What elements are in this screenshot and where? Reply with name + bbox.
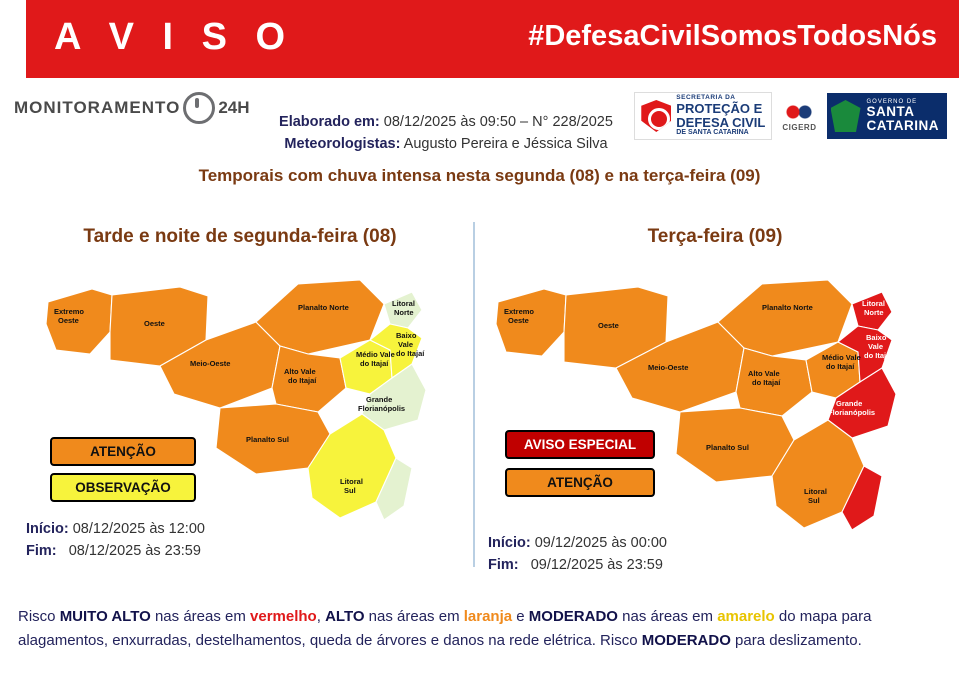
shield-icon [641,100,671,132]
end-value-monday: 08/12/2025 às 23:59 [68,543,201,560]
start-label-monday: Início: [26,521,69,537]
map-label-meio-oeste-t: Meio-Oeste [648,363,689,372]
map-label-litoral-sul-2: Sul [344,486,356,495]
page-header [0,0,959,78]
end-label-monday: Fim: [26,543,57,560]
state-line1: GOVERNO DE [866,98,918,105]
map-label-litoral-sul: Litoral [340,477,363,486]
map-label-extremo-oeste-t2: Oeste [508,316,529,325]
map-label-baixo-vale-3: do Itajaí [396,349,425,358]
start-value-monday: 08/12/2025 às 12:00 [72,521,205,537]
risk-description [18,605,943,653]
map-label-planalto-sul-t: Planalto Sul [706,443,749,452]
legend-attention-monday: ATENÇÃO [50,437,196,466]
panel-title-right: Terça-feira (09) [647,226,783,247]
end-label-tuesday: Fim: [488,557,519,574]
map-label-grande-floripa-2: Florianópolis [358,404,406,413]
legend-special-tuesday: AVISO ESPECIAL [505,430,655,459]
map-label-medio-vale-2: do Itajaí [360,359,389,368]
map-label-meio-oeste: Meio-Oeste [190,359,231,368]
map-label-litoral-norte-t: Litoral [862,299,885,308]
footer-b1: MUITO ALTO [59,608,151,625]
civil-defense-line3: DEFESA CIVIL [676,114,766,130]
monitoring-badge [14,92,250,124]
panel-divider [473,222,475,567]
issue-info [236,112,656,156]
map-label-grande-floripa-t: Grande [836,399,863,408]
map-label-alto-vale-2: do Itajaí [288,376,317,385]
map-monday-svg [40,262,450,552]
map-label-extremo-oeste-2: Oeste [58,316,79,325]
map-label-alto-vale-t2: do Itajaí [752,378,781,387]
civil-defense-logo [634,92,772,140]
civil-defense-line1: SECRETARIA DA [676,94,736,102]
footer-b3: MODERADO [528,608,618,625]
map-label-litoral-norte: Litoral [392,299,415,308]
monitoring-label: MONITORAMENTO [14,98,181,117]
map-tuesday-svg [490,262,930,562]
footer-b4: MODERADO [641,632,731,649]
cigerd-mark-icon [784,101,814,123]
civil-defense-line4: DE SANTA CATARINA [676,129,749,137]
map-label-planalto-norte: Planalto Norte [298,303,349,312]
civil-defense-line2: PROTEÇÃO E [676,101,763,117]
footer-c2: laranja [463,608,513,625]
times-monday [26,518,205,563]
footer-c1: vermelho [250,608,317,625]
map-label-medio-vale: Médio Vale [356,350,395,359]
times-tuesday [488,532,667,577]
map-label-baixo-vale-t: Baixo [866,333,887,342]
footer-t2: nas áreas em [150,608,251,625]
legend-attention-tuesday: ATENÇÃO [505,468,655,497]
end-value-tuesday: 09/12/2025 às 23:59 [530,557,663,574]
map-label-litoral-norte-t2: Norte [864,308,884,317]
footer-t7: do mapa para alagamentos, enxurradas, destelhamentos, queda de árvores e danos na rede elétrica. Risco [18,608,872,649]
meteorologists-value: Augusto Pereira e Jéssica Silva [403,135,608,152]
region-extremo-oeste [46,289,112,354]
legend-observation-monday: OBSERVAÇÃO [50,473,196,502]
state-line3: CATARINA [866,118,939,134]
map-label-medio-vale-t2: do Itajaí [826,362,855,371]
map-label-baixo-vale-2: Vale [398,340,414,349]
footer-b2: ALTO [325,608,365,625]
map-label-litoral-sul-t: Litoral [804,487,827,496]
elaborated-label: Elaborado em: [279,114,380,130]
state-line2: SANTA [866,103,915,119]
map-label-extremo-oeste-t: Extremo [504,307,535,316]
map-label-baixo-vale: Baixo [396,331,417,340]
map-label-alto-vale-t: Alto Vale [748,369,780,378]
map-label-baixo-vale-t2: Vale [868,342,884,351]
map-label-grande-floripa: Grande [366,395,393,404]
region-extremo-oeste-t [496,289,566,356]
map-tuesday [490,262,930,562]
footer-t6: nas áreas em [617,608,718,625]
map-label-baixo-vale-t3: do Itajaí [864,351,893,360]
cigerd-logo [778,95,820,137]
footer-c3: amarelo [717,608,775,625]
map-label-oeste: Oeste [144,319,165,328]
cigerd-label: CIGERD [782,122,817,132]
footer-t3: , [316,608,326,625]
map-label-planalto-sul: Planalto Sul [246,435,289,444]
map-label-alto-vale: Alto Vale [284,367,316,376]
footer-t8: para deslizamento. [730,632,862,649]
map-label-oeste-t: Oeste [598,321,619,330]
map-label-litoral-norte-2: Norte [394,308,414,317]
map-label-planalto-norte-t: Planalto Norte [762,303,813,312]
clock-icon [183,92,215,124]
alert-subtitle: Temporais com chuva intensa nesta segunda (08) e na terça-feira (09) [198,166,761,185]
start-label-tuesday: Início: [488,535,531,551]
header-underline [0,78,959,82]
map-monday [40,262,450,552]
panel-title-left: Tarde e noite de segunda-feira (08) [83,226,397,247]
map-label-litoral-sul-t2: Sul [808,496,820,505]
campaign-hashtag: #DefesaCivilSomosTodosNós [528,20,937,52]
state-government-logo [827,93,948,139]
header-left-bar [0,0,26,78]
map-label-grande-floripa-t2: Florianópolis [828,408,876,417]
coat-of-arms-icon [831,100,861,132]
map-label-medio-vale-t: Médio Vale [822,353,861,362]
map-label-extremo-oeste: Extremo [54,307,85,316]
meteorologists-label: Meteorologistas: [284,135,401,152]
footer-t5: e [512,608,529,625]
footer-t4: nas áreas em [364,608,464,625]
start-value-tuesday: 09/12/2025 às 00:00 [534,535,667,551]
monitoring-hours: 24H [218,98,250,117]
elaborated-value: 08/12/2025 às 09:50 – N° 228/2025 [383,114,613,130]
logo-group [634,92,947,140]
page-title: A V I S O [54,16,295,58]
footer-t1: Risco [18,608,60,625]
